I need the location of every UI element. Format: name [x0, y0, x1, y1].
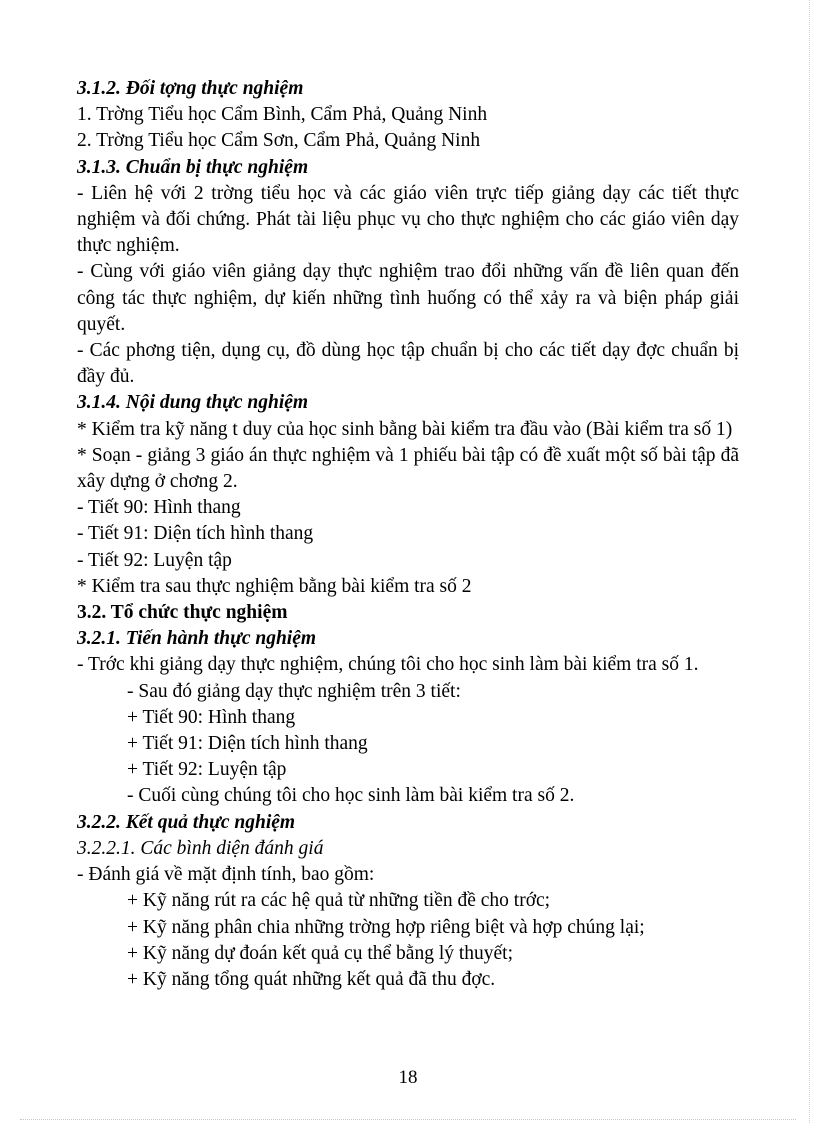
- list-item: + Kỹ năng tổng quát những kết quả đã thu đợc.: [127, 968, 496, 990]
- heading-3-1-4: 3.1.4. Nội dung thực nghiệm: [77, 392, 309, 414]
- list-item: - Tiết 90: Hình thang: [77, 497, 241, 519]
- list-item: - Cuối cùng chúng tôi cho học sinh làm bài kiểm tra số 2.: [127, 785, 575, 807]
- paragraph: - Trớc khi giảng dạy thực nghiệm, chúng tôi cho học sinh làm bài kiểm tra số 1.: [77, 654, 699, 676]
- paragraph-line: * Kiểm tra sau thực nghiệm bằng bài kiểm tra số 2: [77, 575, 472, 597]
- heading-3-2-2-1: 3.2.2.1. Các bình diện đánh giá: [77, 837, 324, 859]
- heading-3-2-1: 3.2.1. Tiến hành thực nghiệm: [77, 628, 317, 650]
- list-item: - Tiết 91: Diện tích hình thang: [77, 523, 314, 545]
- paragraph-line: 2. Trờng Tiểu học Cẩm Sơn, Cẩm Phả, Quảng Ninh: [77, 130, 481, 152]
- paragraph: * Soạn - giảng 3 giáo án thực nghiệm và 1 phiếu bài tập có đề xuất một số bài tập đã xây dựng ở chơng 2.: [77, 444, 739, 493]
- list-item: - Sau đó giảng dạy thực nghiệm trên 3 tiết:: [127, 680, 461, 702]
- paragraph: * Kiểm tra kỹ năng t duy của học sinh bằng bài kiểm tra đầu vào (Bài kiểm tra số 1): [77, 418, 733, 440]
- paragraph: - Các phơng tiện, dụng cụ, đồ dùng học tập chuẩn bị cho các tiết dạy đợc chuẩn bị đầy đủ.: [77, 340, 739, 388]
- paragraph: - Cùng với giáo viên giảng dạy thực nghiệm trao đổi những vấn đề liên quan đến công tác thực nghiệm, dự kiến những tình huống có thể xảy ra và biện pháp giải quyết.: [77, 261, 739, 335]
- list-item: + Tiết 92: Luyện tập: [127, 759, 287, 781]
- heading-3-1-2: 3.1.2. Đối tợng thực nghiệm: [77, 78, 304, 99]
- list-item: + Kỹ năng phân chia những trờng hợp riêng biệt và hợp chúng lại;: [127, 916, 645, 938]
- heading-3-2-2: 3.2.2. Kết quả thực nghiệm: [77, 811, 296, 833]
- paragraph-line: - Đánh giá về mặt định tính, bao gồm:: [77, 864, 375, 886]
- list-item: - Tiết 92: Luyện tập: [77, 549, 232, 571]
- paragraph-line: 1. Trờng Tiểu học Cẩm Bình, Cẩm Phả, Quảng Ninh: [77, 104, 488, 126]
- document-page: [77, 76, 739, 993]
- list-item: + Kỹ năng rút ra các hệ quả từ những tiền đề cho trớc;: [127, 890, 551, 912]
- list-item: + Kỹ năng dự đoán kết quả cụ thể bằng lý thuyết;: [127, 942, 514, 964]
- paragraph: - Liên hệ với 2 trờng tiểu học và các giáo viên trực tiếp giảng dạy các tiết thực nghiệm và đối chứng. Phát tài liệu phục vụ cho thực nghiệm cho các giáo viên dạy thực nghiệm.: [77, 182, 739, 257]
- page-number: 18: [398, 1067, 418, 1088]
- list-item: + Tiết 91: Diện tích hình thang: [127, 733, 368, 755]
- heading-3-1-3: 3.1.3. Chuẩn bị thực nghiệm: [77, 156, 309, 178]
- page-bottom-divider: [20, 1119, 796, 1120]
- page-right-divider: [809, 0, 810, 1123]
- heading-3-2: 3.2. Tổ chức thực nghiệm: [77, 602, 288, 624]
- list-item: + Tiết 90: Hình thang: [127, 706, 296, 728]
